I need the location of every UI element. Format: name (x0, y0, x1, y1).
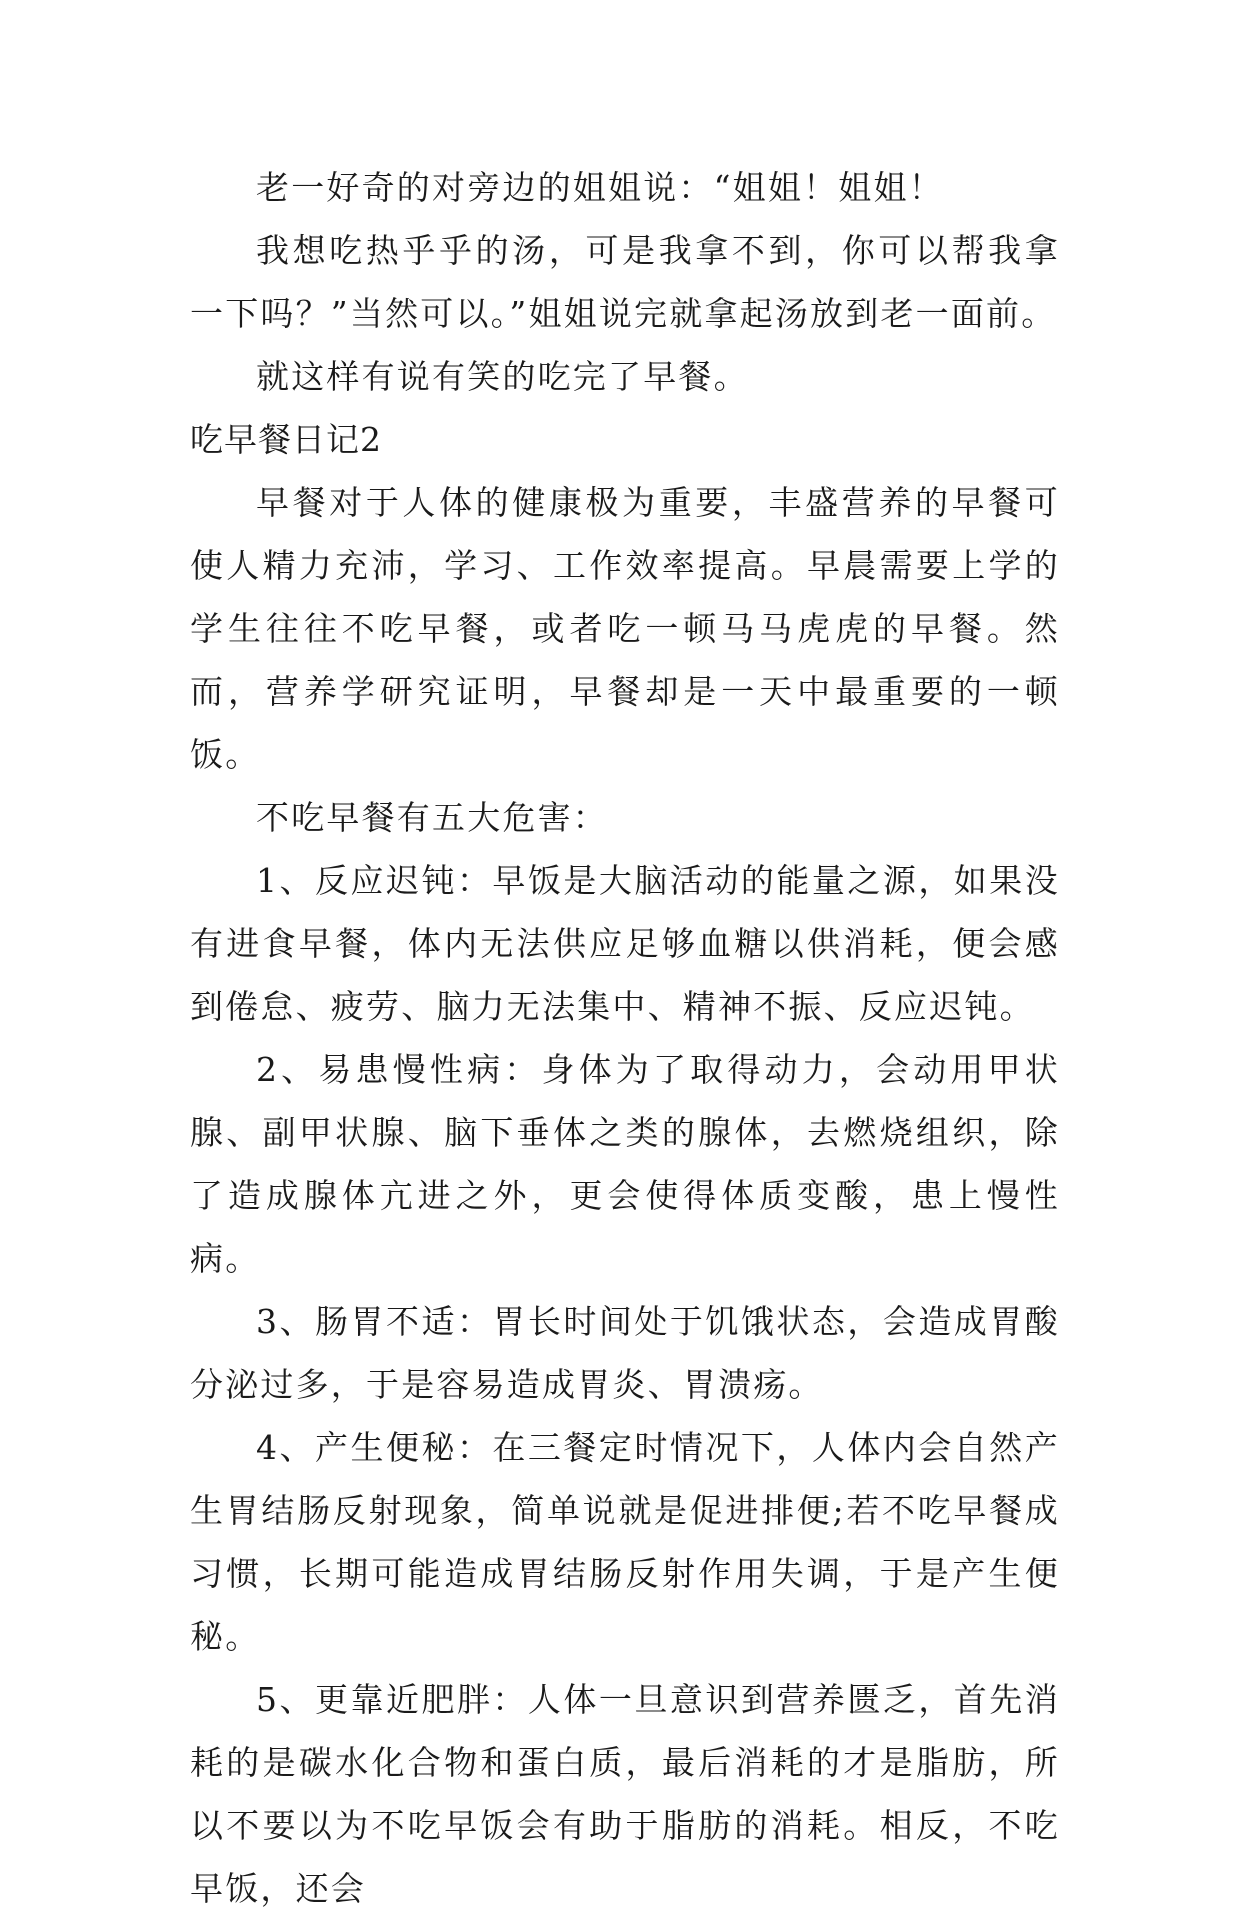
list-item-harm-4: 4、产生便秘：在三餐定时情况下，人体内会自然产生胃结肠反射现象，简单说就是促进排便;若不吃早餐成习惯，长期可能造成胃结肠反射作用失调，于是产生便秘。 (190, 1428, 1060, 1656)
paragraph-breakfast-importance: 早餐对于人体的健康极为重要，丰盛营养的早餐可使人精力充沛，学习、工作效率提高。早晨需要上学的学生往往不吃早餐，或者吃一顿马马虎虎的早餐。然而，营养学研究证明，早餐却是一天中最重要的一顿饭。 (190, 483, 1060, 774)
paragraph-laoyi-asks: 老一好奇的对旁边的姐姐说：“姐姐！姐姐！ (256, 168, 944, 207)
section-heading-diary-2: 吃早餐日记2 (190, 420, 382, 459)
document-body (190, 156, 1060, 1920)
list-item-harm-3: 3、肠胃不适：胃长时间处于饥饿状态，会造成胃酸分泌过多，于是容易造成胃炎、胃溃疡。 (190, 1302, 1060, 1404)
paragraph-soup-request: 我想吃热乎乎的汤，可是我拿不到，你可以帮我拿一下吗？”当然可以。”姐姐说完就拿起汤放到老一面前。 (190, 231, 1060, 333)
paragraph-five-harms-intro: 不吃早餐有五大危害： (256, 798, 608, 837)
list-item-harm-1: 1、反应迟钝：早饭是大脑活动的能量之源，如果没有进食早餐，体内无法供应足够血糖以供消耗，便会感到倦怠、疲劳、脑力无法集中、精神不振、反应迟钝。 (190, 861, 1060, 1026)
paragraph-breakfast-finished: 就这样有说有笑的吃完了早餐。 (256, 357, 749, 396)
list-item-harm-5: 5、更靠近肥胖：人体一旦意识到营养匮乏，首先消耗的是碳水化合物和蛋白质，最后消耗的才是脂肪，所以不要以为不吃早饭会有助于脂肪的消耗。相反，不吃早饭，还会 (190, 1680, 1060, 1908)
list-item-harm-2: 2、易患慢性病：身体为了取得动力，会动用甲状腺、副甲状腺、脑下垂体之类的腺体，去燃烧组织，除了造成腺体亢进之外，更会使得体质变酸，患上慢性病。 (190, 1050, 1060, 1278)
